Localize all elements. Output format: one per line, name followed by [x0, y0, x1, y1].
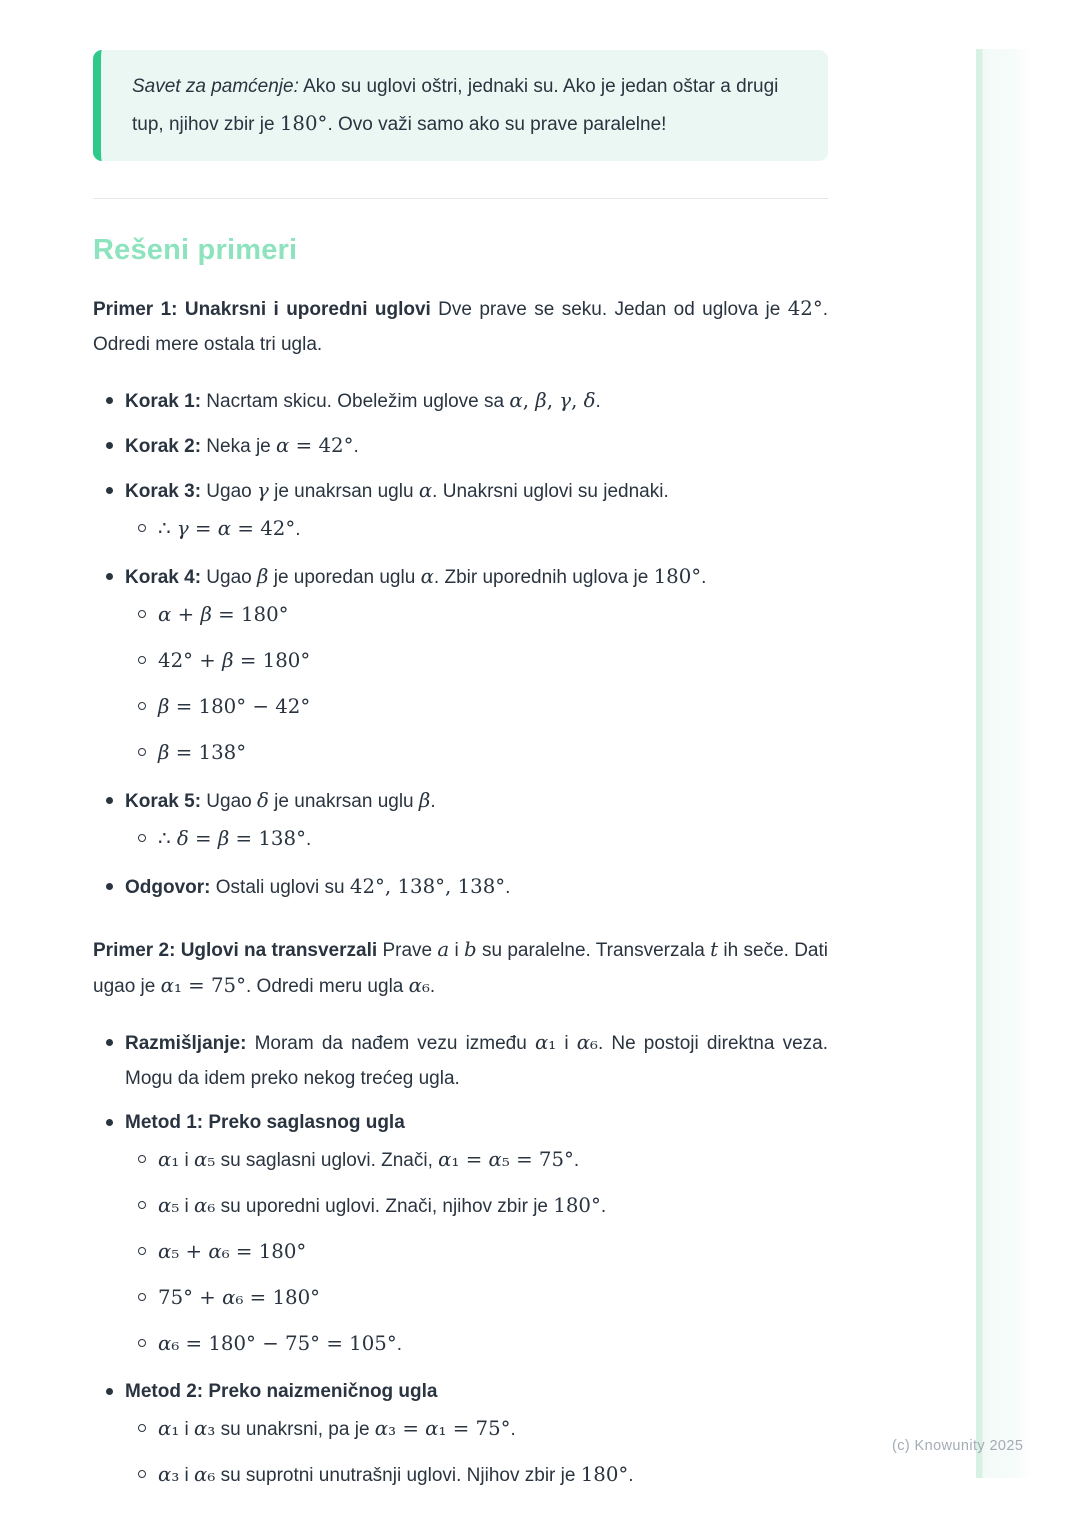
- method1-item: [106, 1105, 828, 1362]
- method2-title: Metod 2: Preko naizmeničnog ugla: [125, 1381, 438, 1402]
- answer-item: [106, 869, 828, 905]
- substep-text: α + β = 180°: [158, 603, 289, 626]
- step-text: Korak 3: Ugao γ je unakrsan uglu α. Unakrsni uglovi su jednaki.: [125, 479, 669, 502]
- section-divider: [93, 198, 828, 199]
- step-text: Korak 1: Nacrtam skicu. Obeležim uglove sa α, β, γ, δ.: [125, 389, 601, 412]
- substep-text: α₅ + α₆ = 180°: [158, 1240, 307, 1263]
- substep: [138, 821, 828, 857]
- step-substeps: [125, 511, 828, 547]
- substep-text: α₆ = 180° − 75° = 105°.: [158, 1332, 403, 1355]
- example1-steps-list: [93, 383, 828, 905]
- section-title: Rešeni primeri: [93, 234, 298, 266]
- step-korak-5: [106, 783, 828, 857]
- step-korak-4: [106, 559, 828, 771]
- step-korak-3: [106, 473, 828, 547]
- method1-substeps: [125, 1142, 828, 1362]
- page-edge-decoration: [976, 49, 1033, 1478]
- substep: [138, 597, 828, 633]
- example2-list: [93, 1025, 828, 1493]
- substep: [138, 689, 828, 725]
- substep-text: β = 138°: [158, 741, 247, 764]
- substep-text: α₁ i α₅ su saglasni uglovi. Znači, α₁ = α₅ = 75°.: [158, 1148, 580, 1171]
- step-text: Korak 2: Neka je α = 42°.: [125, 434, 359, 457]
- substep-text: 42° + β = 180°: [158, 649, 311, 672]
- substep: [138, 1326, 828, 1362]
- thinking-item: [106, 1025, 828, 1096]
- method2-item: [106, 1374, 828, 1493]
- substep-text: β = 180° − 42°: [158, 695, 311, 718]
- method2-substeps: [125, 1411, 828, 1493]
- substep: [138, 1188, 828, 1224]
- step-korak-1: [106, 383, 828, 419]
- memory-tip-callout: [93, 50, 828, 161]
- step-korak-2: [106, 428, 828, 464]
- substep: [138, 643, 828, 679]
- memory-tip-text: Savet za pamćenje: Ako su uglovi oštri, jednaki su. Ako je jedan oštar a drugi tup, njihov zbir je 180°. Ovo važi samo ako su prave paralelne!: [132, 76, 779, 135]
- method1-title: Metod 1: Preko saglasnog ugla: [125, 1112, 405, 1133]
- substep: [138, 1280, 828, 1316]
- substep: [138, 1234, 828, 1270]
- substep-text: α₁ i α₃ su unakrsni, pa je α₃ = α₁ = 75°.: [158, 1417, 516, 1440]
- copyright-note: (c) Knowunity 2025: [892, 1438, 1024, 1454]
- step-substeps: [125, 597, 828, 771]
- substep-text: ∴ δ = β = 138°.: [158, 827, 312, 850]
- answer-text: Odgovor: Ostali uglovi su 42°, 138°, 138°.: [125, 875, 511, 898]
- substep-text: α₅ i α₆ su uporedni uglovi. Znači, njihov zbir je 180°.: [158, 1194, 607, 1217]
- step-text: Korak 4: Ugao β je uporedan uglu α. Zbir uporednih uglova je 180°.: [125, 565, 707, 588]
- substep-text: α₃ i α₆ su suprotni unutrašnji uglovi. Njihov zbir je 180°.: [158, 1463, 634, 1486]
- substep-text: 75° + α₆ = 180°: [158, 1286, 321, 1309]
- substep: [138, 511, 828, 547]
- example1-intro: Primer 1: Unakrsni i uporedni uglovi Dve prave se seku. Jedan od uglova je 42°. Odredi mere ostala tri ugla.: [93, 297, 828, 355]
- substep-text: ∴ γ = α = 42°.: [158, 517, 301, 540]
- substep: [138, 1457, 828, 1493]
- content-column: [93, 0, 828, 1505]
- step-text: Korak 5: Ugao δ je unakrsan uglu β.: [125, 789, 436, 812]
- substep: [138, 1142, 828, 1178]
- substep: [138, 735, 828, 771]
- substep: [138, 1411, 828, 1447]
- step-substeps: [125, 821, 828, 857]
- thinking-text: Razmišljanje: Moram da nađem vezu između α₁ i α₆. Ne postoji direktna veza. Mogu da idem preko nekog trećeg ugla.: [125, 1031, 828, 1089]
- example2-intro: Primer 2: Uglovi na transverzali Prave a i b su paralelne. Transverzala t ih seče. Dati ugao je α₁ = 75°. Odredi meru ugla α₆.: [93, 938, 829, 997]
